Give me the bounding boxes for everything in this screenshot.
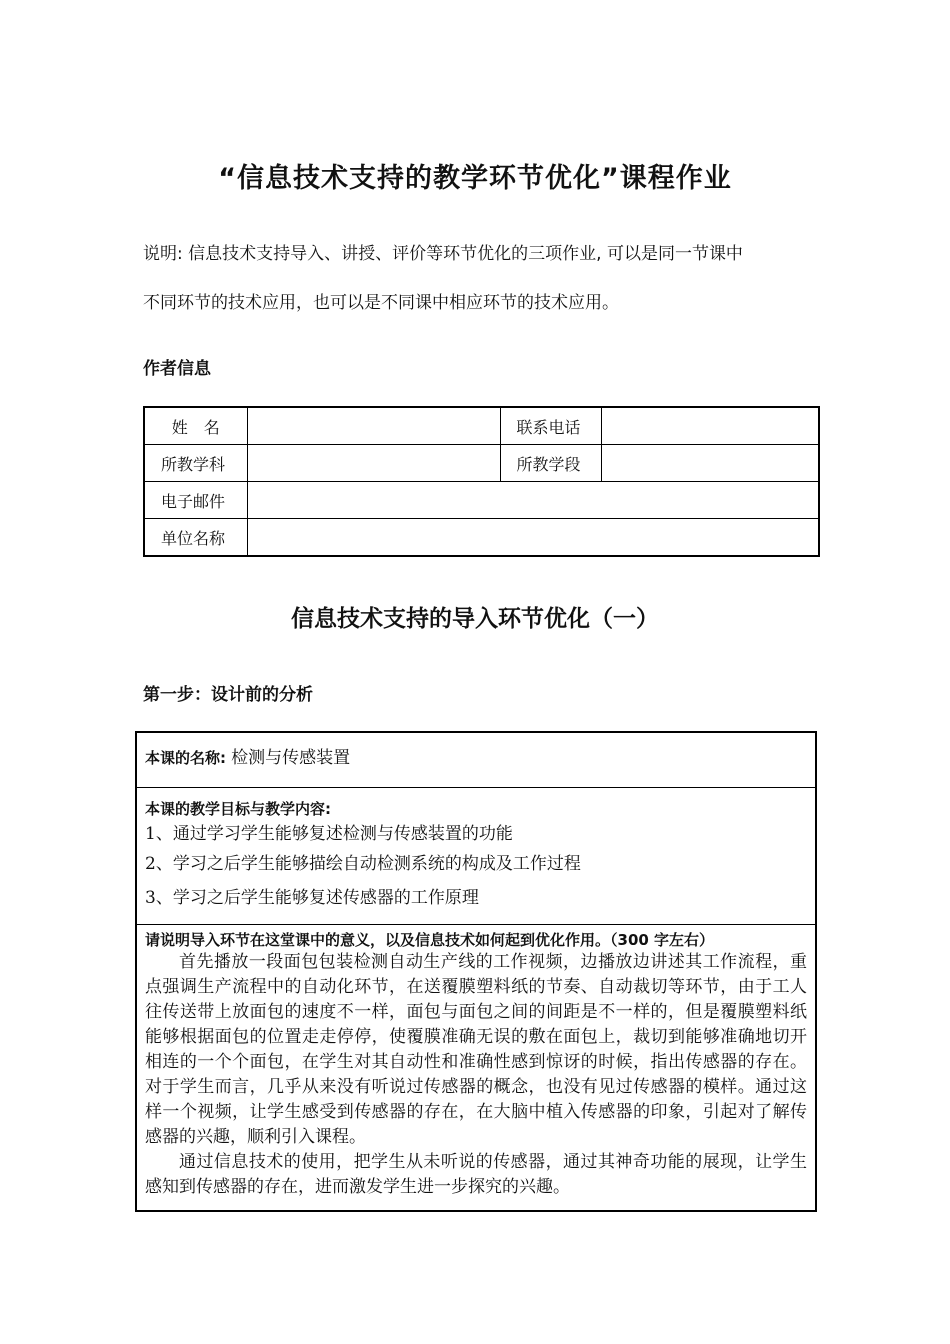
significance-label: 请说明导入环节在这堂课中的意义，以及信息技术如何起到优化作用。（300 字左右） bbox=[145, 931, 715, 949]
description-line-1: 说明: 信息技术支持导入、讲授、评价等环节优化的三项作业, 可以是同一节课中 bbox=[143, 244, 743, 264]
analysis-table bbox=[135, 731, 817, 1212]
goal-item: 1、通过学习学生能够复述检测与传感装置的功能 bbox=[145, 824, 513, 844]
email-label: 电子邮件 bbox=[144, 482, 247, 519]
name-field[interactable] bbox=[247, 407, 500, 445]
phone-label: 联系电话 bbox=[500, 407, 601, 445]
author-row-org bbox=[144, 519, 819, 557]
stage-label: 所教学段 bbox=[500, 445, 601, 482]
author-row-name-phone bbox=[144, 407, 819, 445]
lesson-name-label: 本课的名称: bbox=[145, 749, 226, 767]
goals-row bbox=[137, 788, 815, 925]
phone-field[interactable] bbox=[601, 407, 819, 445]
step-heading: 第一步：设计前的分析 bbox=[143, 685, 313, 705]
author-info-heading: 作者信息 bbox=[143, 359, 211, 379]
author-row-subject-stage bbox=[144, 445, 819, 482]
goals-label: 本课的教学目标与教学内容: bbox=[145, 800, 331, 818]
section-title: 信息技术支持的导入环节优化（一） bbox=[291, 606, 659, 632]
email-field[interactable] bbox=[247, 482, 819, 519]
subject-label: 所教学科 bbox=[144, 445, 247, 482]
significance-row bbox=[137, 925, 815, 1210]
org-label: 单位名称 bbox=[144, 519, 247, 557]
lesson-name-row bbox=[137, 733, 815, 788]
significance-paragraph-2: 通过信息技术的使用，把学生从未听说的传感器，通过其神奇功能的展现，让学生感知到传感器的存在，进而激发学生进一步探究的兴趣。 bbox=[145, 1152, 807, 1197]
significance-paragraph-1: 首先播放一段面包包装检测自动生产线的工作视频，边播放边讲述其工作流程，重点强调生产流程中的自动化环节，在送覆膜塑料纸的节奏、自动裁切等环节，由于工人往传送带上放面包的速度不一样，面包与面包之间的间距是不一样的，但是覆膜塑料纸能够根据面包的位置走走停停，使覆膜准确无误的敷在面包上，裁切到能够准确地切开相连的一个个面包，在学生对其自动性和准确性感到惊讶的时候，指出传感器的存在。对于学生而言，几乎从来没有听说过传感器的概念，也没有见过传感器的模样。通过这样一个视频，让学生感受到传感器的存在，在大脑中植入传感器的印象，引起对了解传感器的兴趣，顺利引入课程。 bbox=[145, 952, 807, 1147]
stage-field[interactable] bbox=[601, 445, 819, 482]
lesson-name-value: 检测与传感装置 bbox=[231, 748, 351, 768]
document-title: “信息技术支持的教学环节优化”课程作业 bbox=[218, 163, 732, 194]
subject-field[interactable] bbox=[247, 445, 500, 482]
name-label: 姓 名 bbox=[144, 407, 247, 445]
author-info-table bbox=[143, 406, 820, 557]
goal-item: 2、学习之后学生能够描绘自动检测系统的构成及工作过程 bbox=[145, 854, 581, 874]
author-row-email bbox=[144, 482, 819, 519]
org-field[interactable] bbox=[247, 519, 819, 557]
goal-item: 3、学习之后学生能够复述传感器的工作原理 bbox=[145, 888, 479, 908]
description-line-2: 不同环节的技术应用，也可以是不同课中相应环节的技术应用。 bbox=[143, 293, 619, 313]
